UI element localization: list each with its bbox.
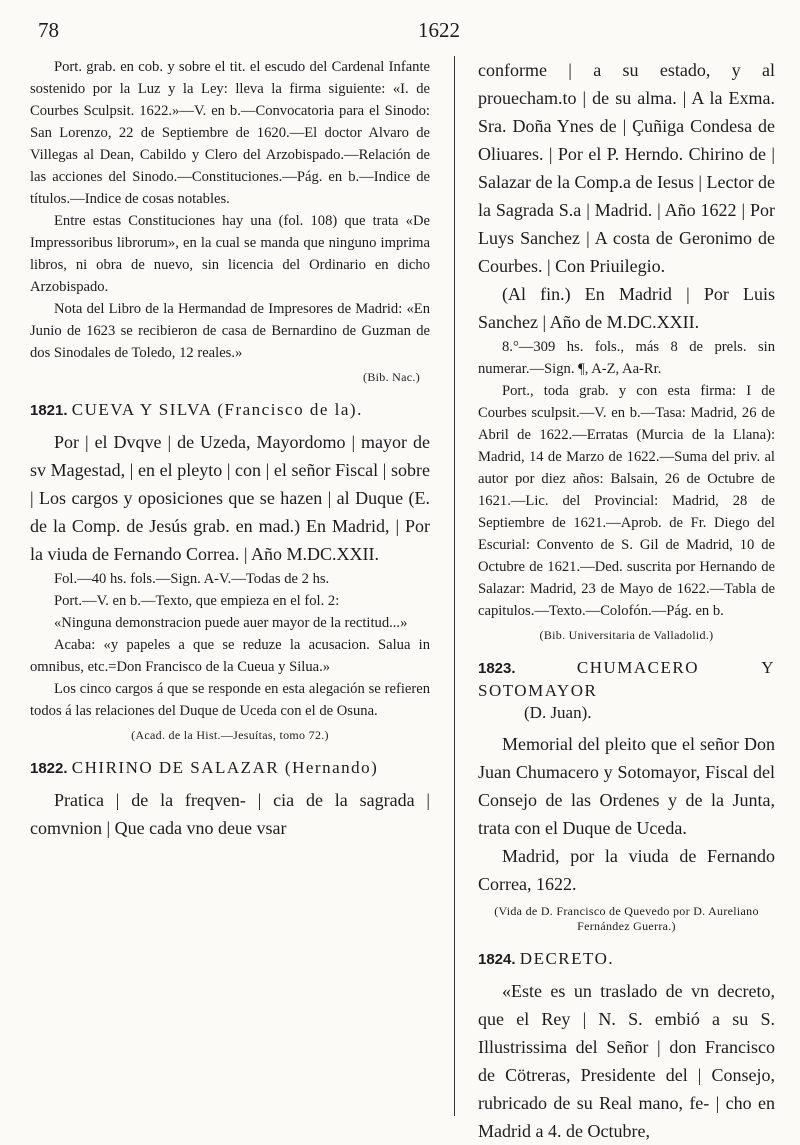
entry-1820-note-hermandad: Nota del Libro de la Hermandad de Impresores de Madrid: «En Junio de 1623 se recibieron de casa de Bernardino de Guzman de dos Sinodales de Toledo, 12 reales.»: [30, 301, 430, 361]
entry-1820-note-constituciones: Entre estas Constituciones hay una (fol. 108) que trata «De Impressoribus librorum», en la cual se manda que ninguno imprima libros, ni obra de nuevo, sin licencia del Ordinario en dicho Arzobispado.: [30, 213, 430, 295]
column-divider: [454, 56, 455, 1116]
entry-1822-source: (Bib. Universitaria de Valladolid.): [539, 628, 714, 642]
entry-1822-title-cont: conforme | a su estado, y al prouecham.to | de su alma. | A la Exma. Sra. Doña Ynes de | Çuñiga Condesa de Oliuares. | Por el P. Herndo. Chirino de | Salazar de la Comp.a de Iesus | Lector de la Sagrada S.a | Madrid. | Año 1622 | Por Luys Sanchez | A costa de Geronimo de Courbes. | Con Priuilegio.: [478, 60, 775, 276]
entry-1823-imprint: Madrid, por la viuda de Fernando Correa, 1622.: [478, 846, 775, 894]
entry-1822-title-start: Pratica | de la freqven- | cia de la sagrada | comvnion | Que cada vno deue vsar: [30, 790, 430, 838]
entry-number: 1822.: [30, 760, 68, 777]
page-header: [0, 18, 800, 48]
entry-1822-heading: [30, 757, 430, 780]
entry-1824-heading: [478, 948, 775, 971]
left-column: [30, 56, 430, 842]
entry-number: 1821.: [30, 402, 68, 419]
entry-1821-contents: Port.—V. en b.—Texto, que empieza en el fol. 2:: [54, 593, 340, 609]
entry-author: CHUMACERO Y SOTOMAYOR: [478, 658, 775, 700]
entry-1821-explicit: Acaba: «y papeles a que se reduze la acusacion. Salua in omnibus, etc.=Don Francisco de la Cueua y Silua.»: [30, 637, 430, 675]
entry-1821-incipit: «Ninguna demonstracion puede auer mayor de la rectitud...»: [54, 615, 408, 631]
entry-1822-collation: 8.°—309 hs. fols., más 8 de prels. sin numerar.—Sign. ¶, A-Z, Aa-Rr.: [478, 339, 775, 377]
entry-1820-description: Port. grab. en cob. y sobre el tit. el escudo del Cardenal Infante sostenido por la Luz y la Ley: lleva la firma siguiente: «I. de Courbes Sculpsit. 1622.»—V. en b.—Convocatoria para el Sinodo: San Lorenzo, 22 de Septiembre de 1620.—El doctor Alvaro de Villegas al Dean, Cabildo y Clero del Arzobispado.—Relación de las acciones del Sinodo.—Constituciones.—Pág. en b.—Indice de títulos.—Indice de cosas notables.: [30, 59, 430, 207]
entry-number: 1823.: [478, 660, 516, 677]
right-column: [478, 56, 775, 1145]
entry-author: CHIRINO DE SALAZAR (Hernando): [71, 758, 379, 777]
entry-1821-source: (Acad. de la Hist.—Jesuítas, tomo 72.): [131, 728, 329, 742]
entry-1823-title: Memorial del pleito que el señor Don Juan Chumacero y Sotomayor, Fiscal del Consejo de las Ordenes y de la Junta, trata con el Duque de Uceda.: [478, 734, 775, 838]
entry-1820-source: (Bib. Nac.): [363, 370, 420, 384]
entry-1822-contents: Port., toda grab. y con esta firma: I de Courbes sculpsit.—V. en b.—Tasa: Madrid, 26 de Abril de 1622.—Erratas (Murcia de la Llana): Madrid, 14 de Marzo de 1622.—Suma del priv. al autor por diez años: Balsain, 26 de Octubre de 1621.—Lic. del Provincial: Madrid, 28 de Septiembre de 1621.—Aprob. de Fr. Diego del Escurial: Convento de S. Gil de Madrid, 10 de Octubre de 1621.—Ded. suscrita por Hernando de Salazar: Madrid, 23 de Mayo de 1622.—Tabla de capitulos.—Texto.—Colofón.—Pág. en b.: [478, 383, 775, 619]
running-head-year: 1622: [418, 18, 460, 42]
entry-number: 1824.: [478, 951, 516, 968]
entry-1822-colophon: (Al fin.) En Madrid | Por Luis Sanchez | Año de M.DC.XXII.: [478, 284, 775, 332]
entry-1821-collation: Fol.—40 hs. fols.—Sign. A-V.—Todas de 2 hs.: [54, 571, 330, 587]
entry-1824-title: «Este es un traslado de vn decreto, que el Rey | N. S. embió a su S. Illustrissima del Señor | don Francisco de Cötreras, Presidente del | Consejo, rubricado de su Real mano, fe- | cho en Madrid a 4. de Octubre,: [478, 981, 775, 1141]
entry-1823-source: (Vida de D. Francisco de Quevedo por D. Aureliano Fernández Guerra.): [494, 904, 759, 933]
entry-1821-note: Los cinco cargos á que se responde en esta alegación se refieren todos á las relaciones del Duque de Uceda con el de Osuna.: [30, 681, 430, 719]
entry-author: DECRETO.: [519, 949, 615, 968]
entry-author-given: (D. Juan).: [524, 703, 592, 722]
entry-1823-heading: [478, 657, 775, 724]
entry-1821-title: Por | el Dvqve | de Uzeda, Mayordomo | mayor de sv Magestad, | en el pleyto | con | el señor Fiscal | sobre | Los cargos y oposiciones que se hazen | al Duque (E. de la Comp. de Jesús grab. en mad.) En Madrid, | Por la viuda de Fernando Correa. | Año M.DC.XXII.: [30, 432, 430, 564]
entry-1821-heading: [30, 399, 430, 422]
entry-author: CUEVA Y SILVA (Francisco de la).: [71, 400, 363, 419]
page-number: 78: [38, 18, 59, 42]
